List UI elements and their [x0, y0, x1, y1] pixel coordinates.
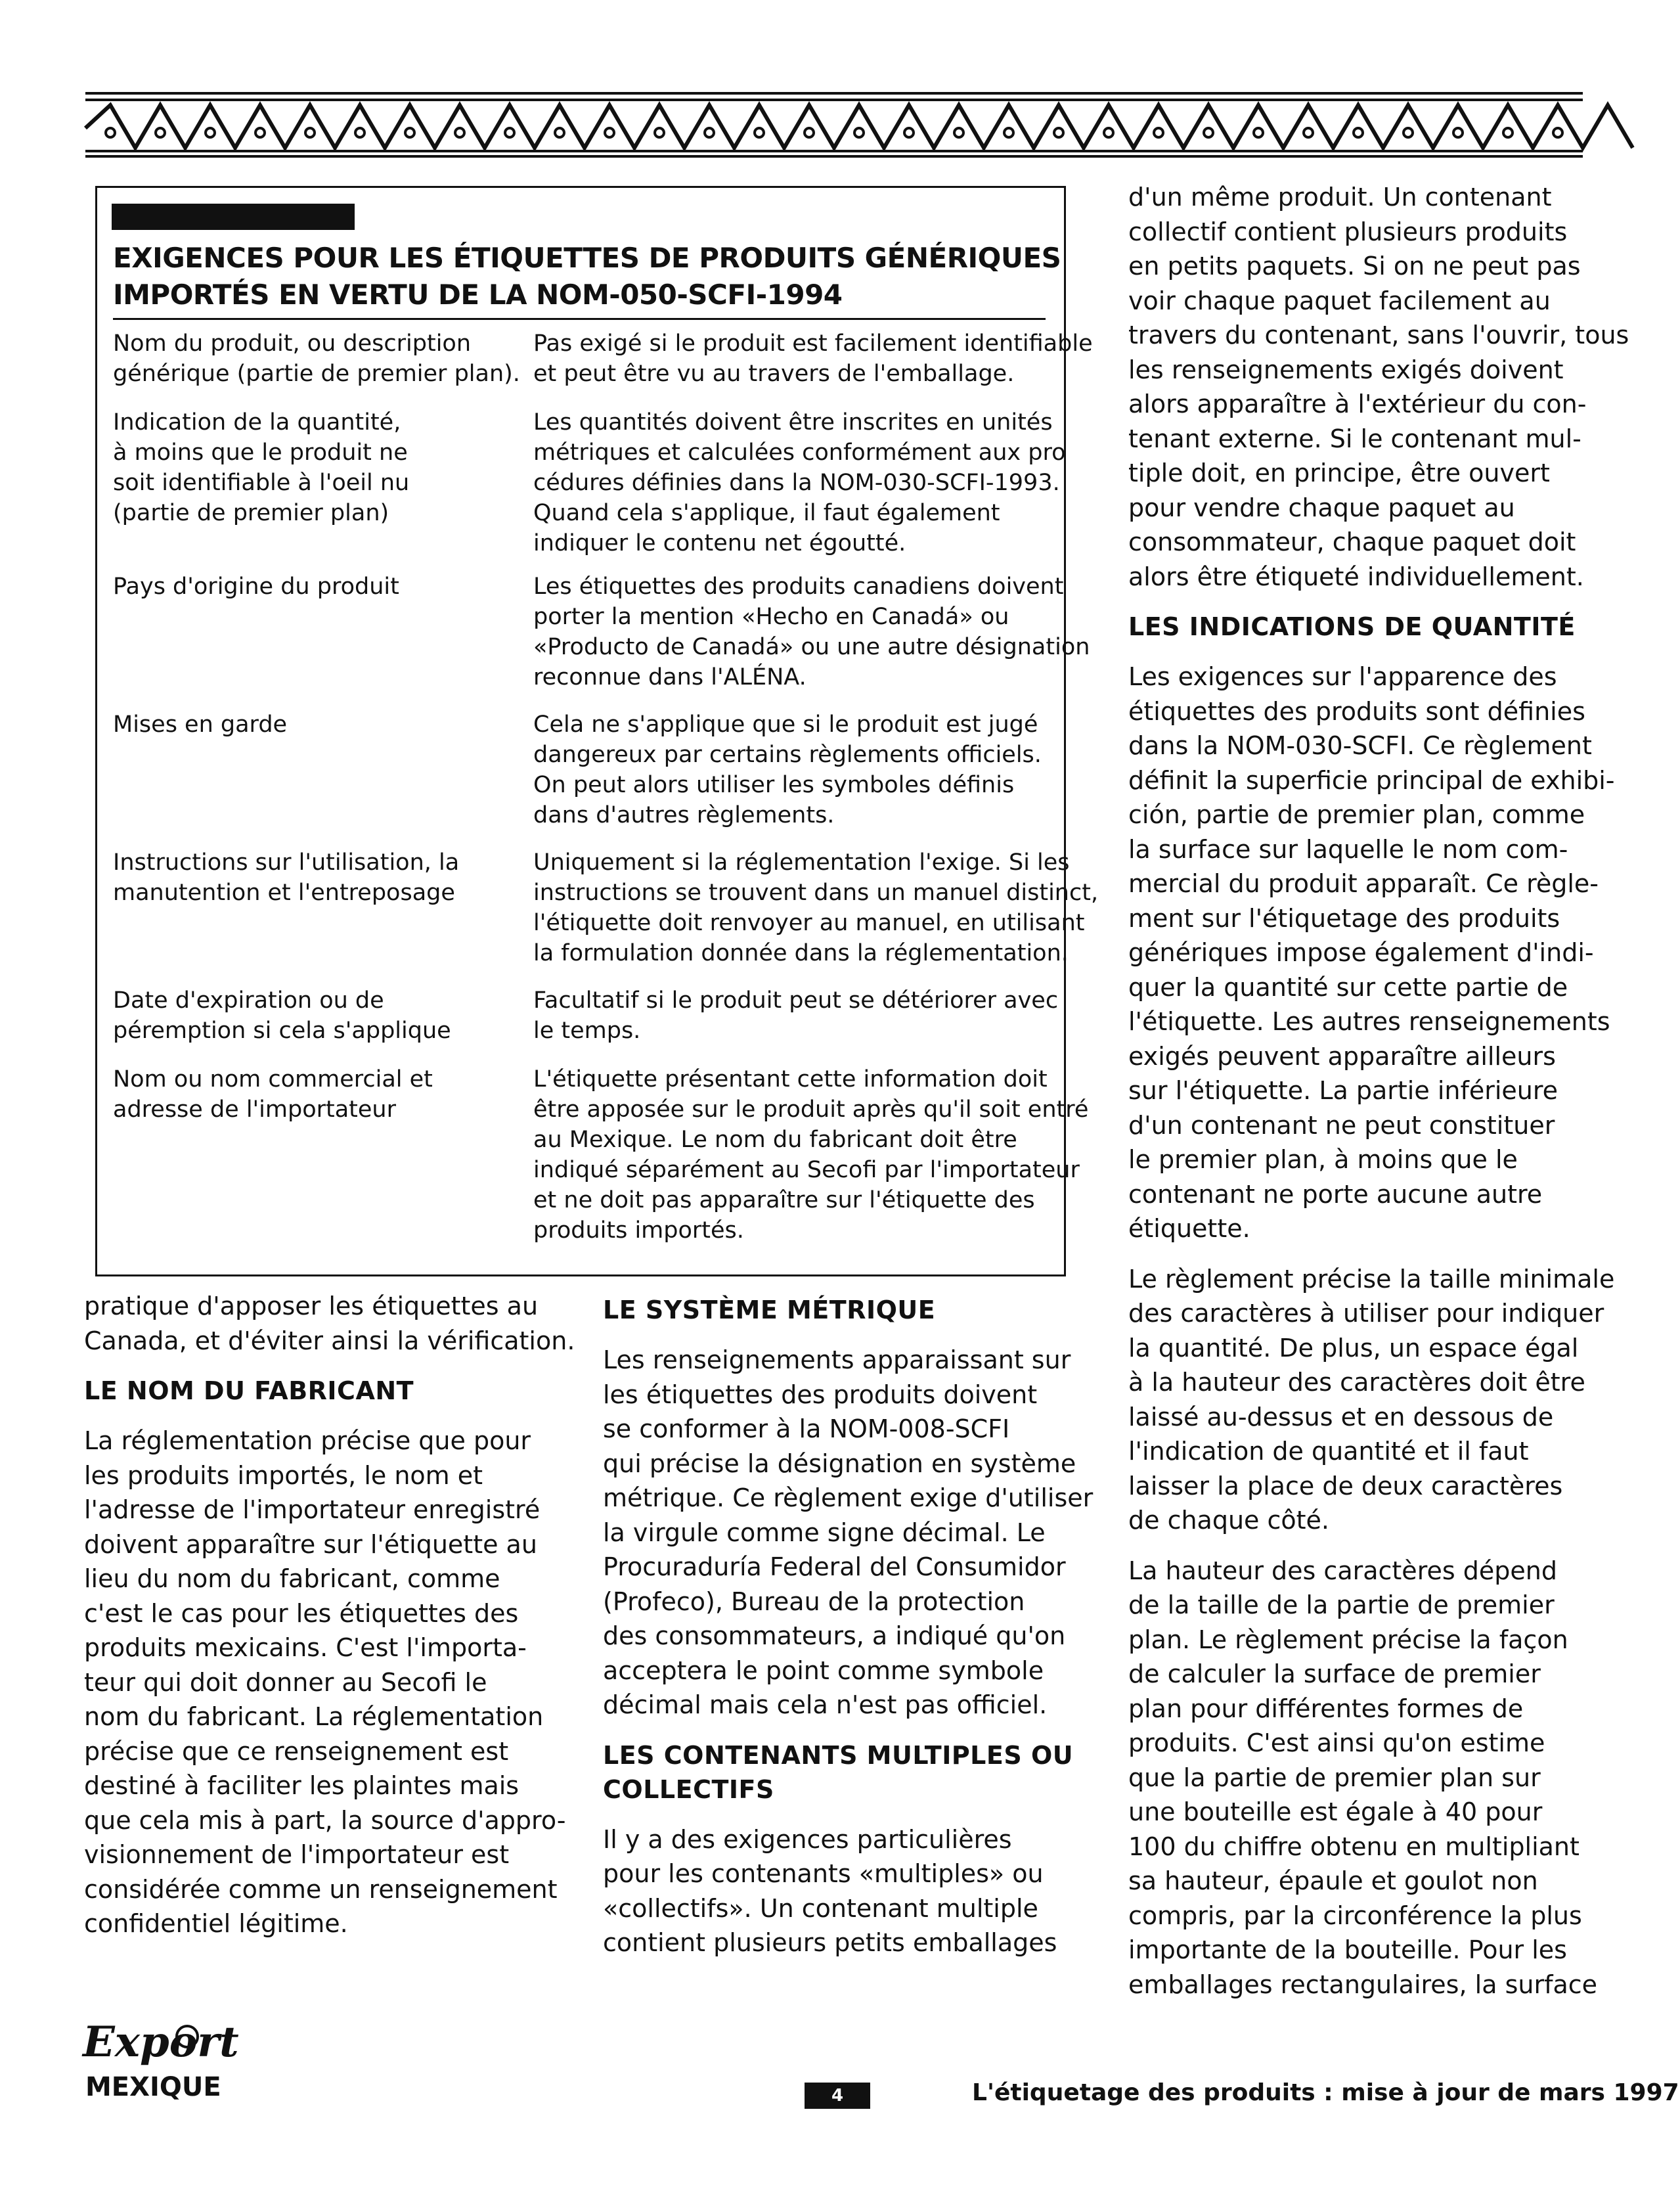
left-column — [84, 1289, 575, 1941]
left-paragraph-line: considérée comme un renseignement — [84, 1874, 558, 1904]
requirement-cell — [113, 407, 520, 528]
left-intro-line: pratique d'apposer les étiquettes au — [84, 1292, 539, 1320]
heading-systeme-metrique: LE SYSTÈME MÉTRIQUE — [603, 1296, 936, 1324]
cell-line: être apposée sur le produit après qu'il soit entré — [533, 1096, 1089, 1123]
cell-line: cédures définies dans la NOM-030-SCFI-1993. — [533, 470, 1060, 496]
left-paragraph-line: lieu du nom du fabricant, comme — [84, 1564, 500, 1593]
left-paragraph-line: teur qui doit donner au Secofi le — [84, 1667, 487, 1697]
box-title-line-1: EXIGENCES POUR LES ÉTIQUETTES DE PRODUITS GÉNÉRIQUES — [113, 242, 1061, 274]
right-paragraph-1-line: alors apparaître à l'extérieur du con- — [1128, 390, 1587, 418]
cell-line: le temps. — [533, 1018, 641, 1044]
logo-line-2: MEXIQUE — [85, 2072, 221, 2102]
cell-line: Quand cela s'applique, il faut également — [533, 500, 1000, 526]
footer-doc-title: L'étiquetage des produits : mise à jour de mars 1997 — [972, 2079, 1679, 2106]
condition-cell — [533, 572, 1090, 692]
left-paragraph-line: que cela mis à part, la source d'appro- — [84, 1805, 566, 1835]
right-paragraph-1-line: tiple doit, en principe, être ouvert — [1128, 459, 1550, 487]
cell-line: à moins que le produit ne — [113, 440, 408, 466]
cell-line: métriques et calculées conformément aux pro — [533, 440, 1066, 466]
right-paragraph-2-line: le premier plan, à moins que le — [1128, 1145, 1518, 1174]
right-paragraph-2-line: génériques impose également d'indi- — [1128, 938, 1594, 967]
right-paragraph-1-line: les renseignements exigés doivent — [1128, 355, 1564, 384]
cell-line: péremption si cela s'applique — [113, 1018, 451, 1044]
right-paragraph-2 — [1128, 660, 1615, 1246]
condition-cell — [533, 407, 1066, 558]
requirement-cell — [113, 1064, 520, 1125]
cell-line: l'étiquette doit renvoyer au manuel, en utilisant — [533, 910, 1085, 936]
box-title — [113, 240, 1061, 313]
cell-line: Mises en garde — [113, 711, 288, 738]
middle-column — [603, 1293, 1094, 1960]
right-paragraph-1-line: d'un même produit. Un contenant — [1128, 183, 1552, 212]
cell-line: manutention et l'entreposage — [113, 880, 455, 906]
right-paragraph-3-line: de chaque côté. — [1128, 1506, 1330, 1535]
metric-paragraph-line: acceptera le point comme symbole — [603, 1656, 1044, 1685]
metric-paragraph-line: qui précise la désignation en système — [603, 1449, 1076, 1478]
heading-contenants-line: COLLECTIFS — [603, 1774, 774, 1804]
left-paragraph-line: produits mexicains. C'est l'importa- — [84, 1633, 527, 1662]
left-paragraph-line: doivent apparaître sur l'étiquette au — [84, 1529, 537, 1559]
cell-line: Indication de la quantité, — [113, 409, 401, 436]
right-paragraph-1-line: consommateur, chaque paquet doit — [1128, 528, 1576, 556]
export-mexique-logo — [79, 2004, 239, 2109]
containers-paragraph-line: pour les contenants «multiples» ou — [603, 1859, 1044, 1888]
cell-line: «Producto de Canadá» ou une autre désignation — [533, 634, 1090, 660]
left-paragraph-line: confidentiel légitime. — [84, 1909, 348, 1938]
cell-line: On peut alors utiliser les symboles définis — [533, 772, 1015, 798]
right-paragraph-4 — [1128, 1554, 1601, 2002]
cell-line: au Mexique. Le nom du fabricant doit être — [533, 1127, 1017, 1153]
cell-line: Date d'expiration ou de — [113, 987, 384, 1014]
right-paragraph-2-line: dans la NOM-030-SCFI. Ce règlement — [1128, 731, 1592, 760]
right-paragraph-3-line: laissé au-dessus et en dessous de — [1128, 1402, 1554, 1432]
right-paragraph-2-line: étiquette. — [1128, 1214, 1250, 1243]
left-paragraph-line: La réglementation précise que pour — [84, 1426, 531, 1455]
right-paragraph-2-line: ment sur l'étiquetage des produits — [1128, 903, 1560, 933]
heading-indications-quantite: LES INDICATIONS DE QUANTITÉ — [1128, 612, 1576, 641]
right-paragraph-2-line: l'étiquette. Les autres renseignements — [1128, 1007, 1610, 1036]
right-paragraph-2-line: sur l'étiquette. La partie inférieure — [1128, 1076, 1558, 1105]
cell-line: Uniquement si la réglementation l'exige. Si les — [533, 849, 1070, 876]
right-paragraph-3-line: laisser la place de deux caractères — [1128, 1471, 1563, 1500]
containers-paragraph-line: contient plusieurs petits emballages — [603, 1928, 1057, 1957]
right-paragraph-3-line: Le règlement précise la taille minimale — [1128, 1264, 1615, 1294]
right-paragraph-2-line: quer la quantité sur cette partie de — [1128, 972, 1568, 1002]
left-intro-line: Canada, et d'éviter ainsi la vérification. — [84, 1326, 575, 1355]
metric-paragraph-line: la virgule comme signe décimal. Le — [603, 1518, 1046, 1547]
right-column — [1128, 180, 1629, 2002]
cell-line: instructions se trouvent dans un manuel distinct, — [533, 880, 1099, 906]
right-paragraph-1-line: alors être étiqueté individuellement. — [1128, 562, 1584, 591]
heading-nom-fabricant: LE NOM DU FABRICANT — [84, 1376, 414, 1405]
condition-cell — [533, 710, 1059, 830]
right-paragraph-2-line: d'un contenant ne peut constituer — [1128, 1110, 1555, 1140]
condition-cell — [533, 328, 1093, 389]
cell-line: Nom ou nom commercial et — [113, 1066, 433, 1093]
box-title-line-2: IMPORTÉS EN VERTU DE LA NOM-050-SCFI-1994 — [113, 279, 843, 311]
right-paragraph-2-line: mercial du produit apparaît. Ce règle- — [1128, 869, 1599, 898]
cell-line: dangereux par certains règlements officiels. — [533, 742, 1042, 768]
requirement-cell — [113, 985, 520, 1046]
right-paragraph-2-line: contenant ne porte aucune autre — [1128, 1179, 1543, 1209]
left-paragraph-line: l'adresse de l'importateur enregistré — [84, 1495, 541, 1524]
heading-contenants-multiples — [603, 1738, 1076, 1807]
requirement-cell — [113, 328, 520, 389]
right-paragraph-2-line: étiquettes des produits sont définies — [1128, 696, 1585, 726]
page-number: 4 — [805, 2083, 870, 2109]
left-paragraph-line: nom du fabricant. La réglementation — [84, 1702, 544, 1731]
requirement-cell — [113, 572, 520, 602]
cell-line: et ne doit pas apparaître sur l'étiquette des — [533, 1187, 1035, 1213]
right-paragraph-4-line: une bouteille est égale à 40 pour — [1128, 1797, 1543, 1826]
cell-line: Pas exigé si le produit est facilement identifiable — [533, 330, 1093, 357]
cell-line: L'étiquette présentant cette information doit — [533, 1066, 1048, 1093]
right-paragraph-3-line: des caractères à utiliser pour indiquer — [1128, 1299, 1604, 1328]
metric-paragraph-line: se conformer à la NOM-008-SCFI — [603, 1414, 1010, 1443]
right-paragraph-2-line: exigés peuvent apparaître ailleurs — [1128, 1041, 1556, 1071]
right-paragraph-4-line: de calculer la surface de premier — [1128, 1659, 1541, 1688]
cell-line: indiqué séparément au Secofi par l'importateur — [533, 1157, 1080, 1183]
cell-line: Les quantités doivent être inscrites en unités — [533, 409, 1053, 436]
left-paragraph-line: précise que ce renseignement est — [84, 1736, 509, 1766]
metric-paragraph-line: décimal mais cela n'est pas officiel. — [603, 1690, 1048, 1719]
cell-line: dans d'autres règlements. — [533, 802, 835, 828]
cell-line: Pays d'origine du produit — [113, 574, 399, 600]
metric-paragraph-line: les étiquettes des produits doivent — [603, 1380, 1038, 1409]
right-paragraph-4-line: compris, par la circonférence la plus — [1128, 1901, 1582, 1930]
decorative-border-band — [85, 92, 1583, 164]
box-title-rule — [113, 318, 1046, 320]
cell-line: Les étiquettes des produits canadiens doivent — [533, 574, 1064, 600]
left-paragraph-line: visionnement de l'importateur est — [84, 1840, 510, 1869]
cell-line: Facultatif si le produit peut se détériorer avec — [533, 987, 1059, 1014]
logo-line-1: Export — [83, 2018, 239, 2067]
cell-line: reconnue dans l'ALÉNA. — [533, 664, 807, 690]
right-paragraph-4-line: que la partie de premier plan sur — [1128, 1763, 1541, 1792]
right-paragraph-4-line: produits. C'est ainsi qu'on estime — [1128, 1728, 1545, 1757]
condition-cell — [533, 847, 1099, 968]
right-paragraph-4-line: 100 du chiffre obtenu en multipliant — [1128, 1832, 1580, 1861]
right-paragraph-1-line: collectif contient plusieurs produits — [1128, 217, 1568, 246]
containers-paragraph-line: Il y a des exigences particulières — [603, 1824, 1012, 1854]
metric-paragraph — [603, 1343, 1094, 1723]
box-label-tab — [112, 204, 355, 230]
requirement-cell — [113, 710, 520, 740]
metric-paragraph-line: des consommateurs, a indiqué qu'on — [603, 1621, 1066, 1650]
right-paragraph-1-line: voir chaque paquet facilement au — [1128, 286, 1551, 315]
right-paragraph-4-line: importante de la bouteille. Pour les — [1128, 1935, 1567, 1964]
right-paragraph-4-line: sa hauteur, épaule et goulot non — [1128, 1866, 1538, 1895]
cell-line: et peut être vu au travers de l'emballage. — [533, 361, 1015, 387]
right-paragraph-2-line: la surface sur laquelle le nom com- — [1128, 834, 1568, 864]
heading-contenants-line: LES CONTENANTS MULTIPLES OU — [603, 1740, 1074, 1770]
cell-line: adresse de l'importateur — [113, 1096, 397, 1123]
cell-line: soit identifiable à l'oeil nu — [113, 470, 410, 496]
right-paragraph-4-line: plan pour différentes formes de — [1128, 1694, 1524, 1723]
cell-line: générique (partie de premier plan). — [113, 361, 520, 387]
containers-paragraph — [603, 1822, 1076, 1960]
right-paragraph-1-line: tenant externe. Si le contenant mul- — [1128, 424, 1581, 453]
metric-paragraph-line: (Profeco), Bureau de la protection — [603, 1587, 1025, 1616]
cell-line: Cela ne s'applique que si le produit est jugé — [533, 711, 1038, 738]
right-paragraph-3-line: la quantité. De plus, un espace égal — [1128, 1333, 1579, 1363]
containers-paragraph-line: «collectifs». Un contenant multiple — [603, 1893, 1038, 1923]
metric-paragraph-line: Procuraduría Federal del Consumidor — [603, 1552, 1066, 1581]
cell-line: produits importés. — [533, 1217, 744, 1244]
metric-paragraph-line: Les renseignements apparaissant sur — [603, 1345, 1071, 1374]
right-paragraph-2-line: Les exigences sur l'apparence des — [1128, 662, 1557, 691]
right-paragraph-4-line: La hauteur des caractères dépend — [1128, 1556, 1557, 1585]
right-paragraph-2-line: définit la superficie principal de exhibi- — [1128, 765, 1615, 795]
right-paragraph-1-line: travers du contenant, sans l'ouvrir, tous — [1128, 321, 1629, 349]
condition-cell — [533, 985, 1059, 1046]
right-paragraph-1-line: en petits paquets. Si on ne peut pas — [1128, 252, 1581, 281]
condition-cell — [533, 1064, 1089, 1246]
left-paragraph-line: destiné à faciliter les plaintes mais — [84, 1771, 519, 1800]
left-paragraph-line: c'est le cas pour les étiquettes des — [84, 1598, 519, 1628]
cell-line: Instructions sur l'utilisation, la — [113, 849, 460, 876]
cell-line: Nom du produit, ou description — [113, 330, 472, 357]
cell-line: (partie de premier plan) — [113, 500, 389, 526]
right-paragraph-3 — [1128, 1262, 1615, 1538]
left-paragraph — [84, 1424, 570, 1941]
cell-line: porter la mention «Hecho en Canadá» ou — [533, 604, 1009, 630]
right-paragraph-3-line: à la hauteur des caractères doit être — [1128, 1368, 1585, 1397]
right-paragraph-3-line: l'indication de quantité et il faut — [1128, 1437, 1529, 1466]
cell-line: la formulation donnée dans la réglementation. — [533, 940, 1069, 966]
metric-paragraph-line: métrique. Ce règlement exige d'utiliser — [603, 1483, 1094, 1512]
right-paragraph-4-line: plan. Le règlement précise la façon — [1128, 1625, 1568, 1654]
requirement-cell — [113, 847, 520, 908]
right-paragraph-4-line: de la taille de la partie de premier — [1128, 1590, 1555, 1619]
left-intro — [84, 1289, 575, 1358]
right-paragraph-1 — [1128, 180, 1629, 594]
right-paragraph-4-line: emballages rectangulaires, la surface — [1128, 1970, 1598, 1999]
cell-line: indiquer le contenu net égoutté. — [533, 530, 906, 556]
left-paragraph-line: les produits importés, le nom et — [84, 1460, 483, 1490]
right-paragraph-2-line: ción, partie de premier plan, comme — [1128, 800, 1585, 829]
right-paragraph-1-line: pour vendre chaque paquet au — [1128, 493, 1515, 522]
